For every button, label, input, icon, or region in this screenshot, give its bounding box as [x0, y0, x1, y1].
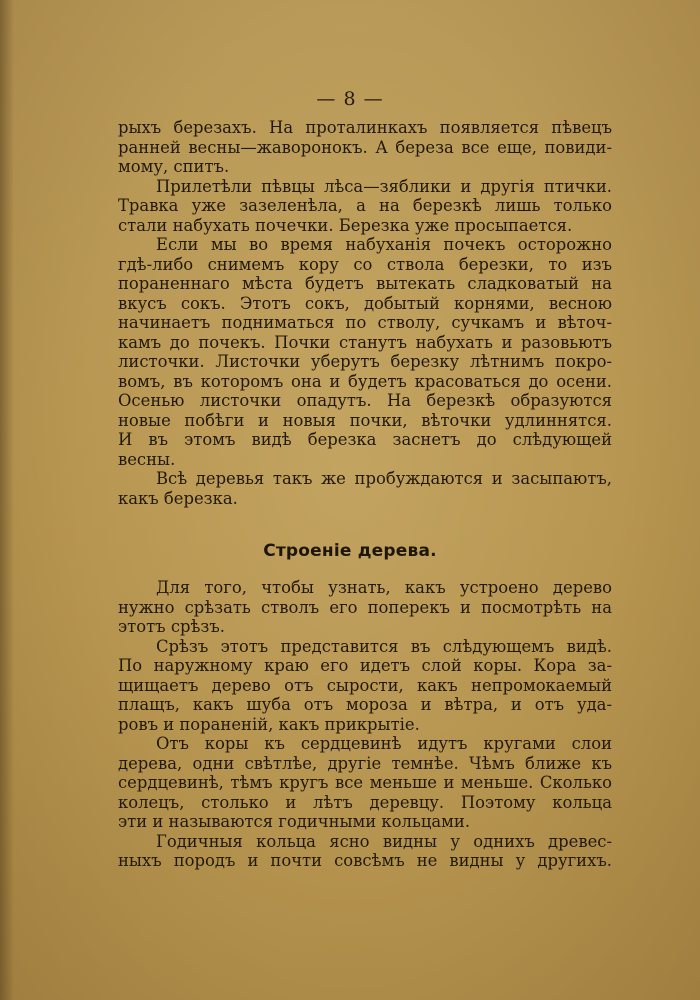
text-line: этотъ срѣзъ.: [118, 617, 225, 636]
text-line: рыхъ березахъ. На проталинкахъ появляется пѣвецъ: [118, 118, 612, 137]
text-line: листочки. Листочки уберутъ березку лѣтнимъ покро-: [118, 352, 612, 371]
text-line: Для того, чтобы узнать, какъ устроено дерево: [156, 578, 612, 597]
text-line: новые побѣги и новыя почки, вѣточки удлиннятся.: [118, 410, 612, 430]
text-line: Осенью листочки опадутъ. На березкѣ образуются: [118, 391, 612, 410]
text-line: Травка уже зазеленѣла, а на березкѣ лишь только: [118, 196, 612, 215]
page-edge-shadow: [0, 0, 14, 1000]
text-line: И въ этомъ видѣ березка заснетъ до слѣдующей: [118, 430, 612, 449]
text-line: Прилетѣли пѣвцы лѣса—зяблики и другія птички.: [156, 176, 612, 196]
text-line: какъ березка.: [118, 488, 238, 508]
page-number: — 8 —: [316, 88, 384, 110]
text-line: По наружному краю его идетъ слой коры. Кора за-: [118, 656, 612, 675]
text-line: ныхъ породъ и почти совсѣмъ не видны у другихъ.: [118, 851, 612, 870]
text-line: ранней весны—жаворонокъ. А береза все еще, повиди-: [118, 137, 612, 157]
text-line: Годичныя кольца ясно видны у однихъ древес-: [156, 831, 612, 851]
text-line: нужно срѣзать стволъ его поперекъ и посмотрѣть на: [118, 597, 612, 617]
text-line: начинаетъ подниматься по стволу, сучкамъ и вѣточ-: [118, 313, 612, 332]
text-line: колецъ, столько и лѣтъ деревцу. Поэтому кольца: [118, 792, 612, 812]
text-block-birch: [118, 118, 612, 508]
text-line: Отъ коры къ сердцевинѣ идутъ кругами слои: [156, 734, 612, 753]
text-line: гдѣ-либо снимемъ кору со ствола березки, то изъ: [118, 254, 612, 274]
text-line: вкусъ сокъ. Этотъ сокъ, добытый корнями, весною: [118, 293, 612, 313]
text-line: Всѣ деревья такъ же пробуждаются и засыпаютъ,: [156, 469, 612, 488]
text-line: вомъ, въ которомъ она и будетъ красоваться до осени.: [118, 371, 612, 391]
text-line: эти и называются годичными кольцами.: [118, 812, 471, 831]
text-line: пораненнаго мѣста будетъ вытекать сладковатый на: [118, 274, 612, 293]
text-line: камъ до почекъ. Почки станутъ набухать и разовьютъ: [118, 332, 612, 352]
text-line: ровъ и пораненій, какъ прикрытіе.: [118, 714, 420, 734]
text-line: Если мы во время набуханія почекъ осторожно: [156, 235, 612, 254]
section-heading: Строеніе дерева.: [263, 541, 437, 561]
text-line: Срѣзъ этотъ представится въ слѣдующемъ видѣ.: [156, 636, 612, 656]
text-line: мому, спитъ.: [118, 157, 230, 176]
text-line: сердцевинѣ, тѣмъ кругъ все меньше и меньше. Сколько: [118, 773, 612, 792]
text-block-tree-structure: [118, 578, 612, 871]
text-line: дерева, одни свѣтлѣе, другіе темнѣе. Чѣмъ ближе къ: [118, 753, 612, 773]
text-line: стали набухать почечки. Березка уже просыпается.: [118, 215, 573, 235]
text-line: щищаетъ дерево отъ сырости, какъ непромокаемый: [118, 675, 612, 695]
text-line: плащъ, какъ шуба отъ мороза и вѣтра, и отъ уда-: [118, 695, 612, 714]
text-line: весны.: [118, 449, 176, 469]
